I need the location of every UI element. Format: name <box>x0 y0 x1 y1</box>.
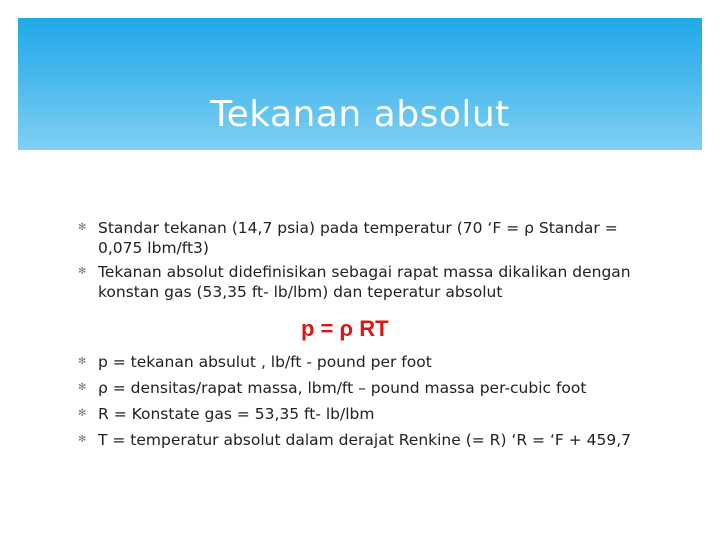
list-item <box>78 352 648 372</box>
list-item <box>78 262 648 302</box>
asterisk-bullet-icon: ✻ <box>78 222 87 233</box>
list-item <box>78 404 648 424</box>
asterisk-bullet-icon: ✻ <box>78 266 87 277</box>
title-banner <box>18 18 702 150</box>
formula: p = ρ RT <box>301 316 389 341</box>
list-item-text: Tekanan absolut didefinisikan sebagai rapat massa dikalikan dengan konstan gas (53,35 ft- lb/lbm) dan teperatur absolut <box>98 263 631 301</box>
list-item-text: p = tekanan absulut , lb/ft - pound per foot <box>98 353 432 371</box>
list-item <box>78 218 648 258</box>
asterisk-bullet-icon: ✻ <box>78 434 87 445</box>
list-item-text: Standar tekanan (14,7 psia) pada temperatur (70 ‘F = ρ Standar = 0,075 lbm/ft3) <box>98 219 618 257</box>
list-item <box>78 378 648 398</box>
list-item-text: R = Konstate gas = 53,35 ft- lb/lbm <box>98 405 375 423</box>
asterisk-bullet-icon: ✻ <box>78 356 87 367</box>
list-item <box>78 430 648 450</box>
definition-list <box>78 218 648 306</box>
asterisk-bullet-icon: ✻ <box>78 382 87 393</box>
list-item-text: T = temperatur absolut dalam derajat Renkine (= R) ‘R = ‘F + 459,7 <box>98 431 632 449</box>
slide-title: Tekanan absolut <box>210 94 510 136</box>
asterisk-bullet-icon: ✻ <box>78 408 87 419</box>
list-item-text: ρ = densitas/rapat massa, lbm/ft – pound massa per-cubic foot <box>98 379 587 397</box>
variable-list <box>78 352 648 456</box>
